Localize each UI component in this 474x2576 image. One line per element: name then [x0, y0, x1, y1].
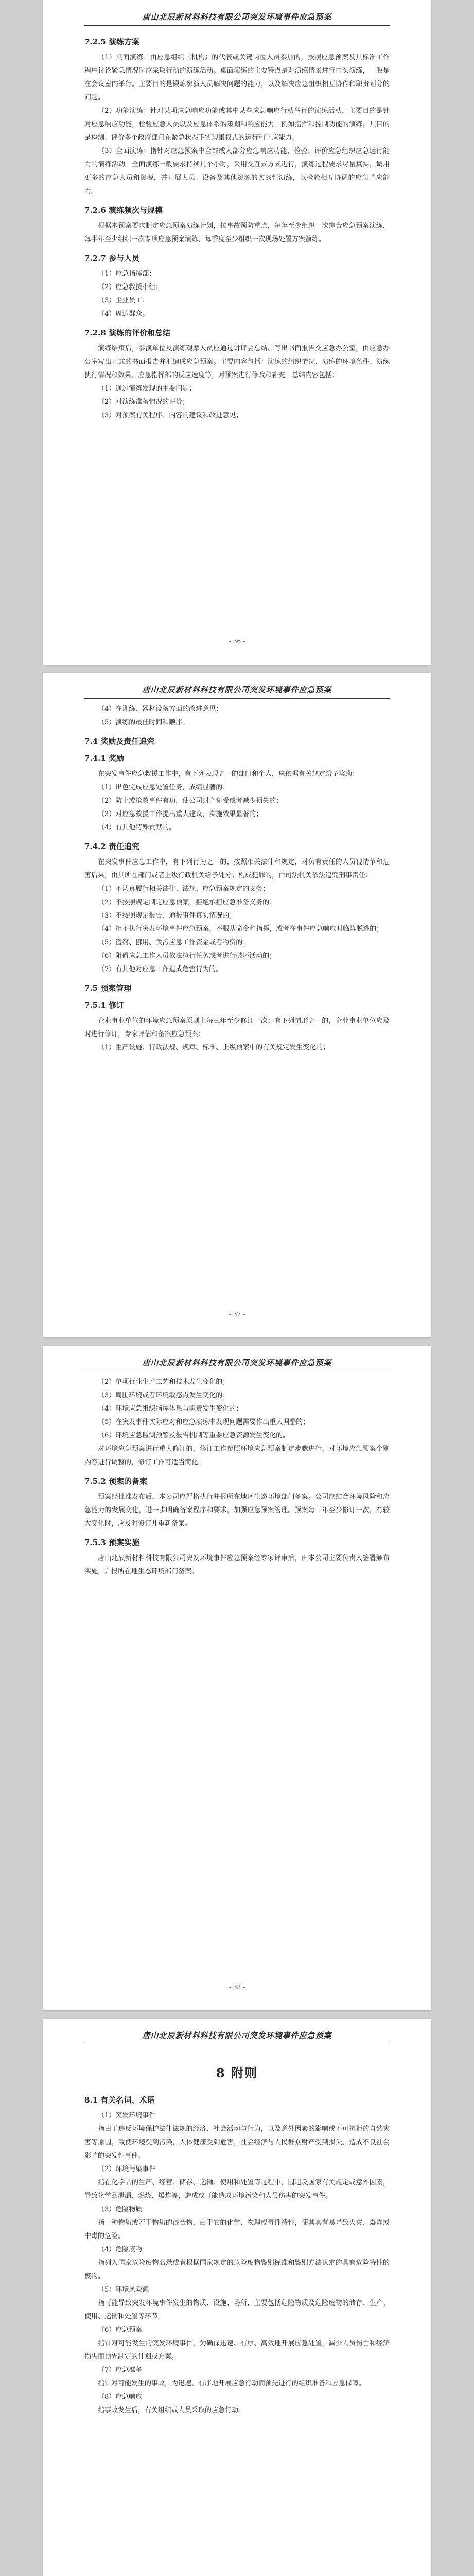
list-item: （3）企业员工； — [98, 297, 149, 304]
list-item: （7）有其他对应急工作造成危害行为的。 — [98, 965, 223, 973]
paragraph: （2）功能演练：针对某项应急响应功能或其中某些应急响应行动举行的演练活动，主要目的是针对应急响应功能，检验应急人员以及应急体系的策划和响应能力。例如指挥和控制功能的演练，其目的是检测、评价多个政府部门在紧急状态下实现集权式的运行和响应能力。 — [84, 107, 390, 142]
section-heading: 8.1 有关名词、术语 — [84, 2095, 155, 2105]
list-item: （1）不认真履行相关法律、法规、应急预案规定的义务； — [98, 885, 270, 893]
paragraph: 指针对可能发生的事故，为迅速、有序地开展应急行动而预先进行的组织准备和应急保障。 — [98, 2380, 366, 2387]
section-heading: 7.5.1 修订 — [84, 1001, 124, 1010]
list-item: （3）对应急救援工作提出重大建议，实施效果显著的； — [98, 810, 263, 818]
list-item: （2）单项行业生产工艺和技术发生变化的； — [98, 1378, 230, 1386]
section-heading: 7.5.3 预案实施 — [84, 1538, 139, 1547]
document-page — [43, 1346, 431, 2010]
list-item: （5）演练的最佳时间和顺序。 — [98, 719, 189, 726]
paragraph: 预案经批准发布后，本公司应严格执行并报所在地区生态环境部门备案。公司应结合环境风险和应急能力的发展变化，进一步明确备案程序和要求，加强应急预案管理。预案每三年至少修订一次，有较大变化时，应及时修订并重新备案。 — [84, 1493, 390, 1528]
list-item: （4）环境应急组织指挥体系与职责发生变化的； — [98, 1405, 243, 1413]
document-page — [43, 2019, 431, 2576]
list-item: （1）出色完成应急处置任务，成绩显著的； — [98, 784, 230, 791]
list-item: （7）应急准备 — [98, 2366, 143, 2374]
section-heading: 7.5 预案管理 — [84, 984, 132, 993]
page-body — [84, 699, 390, 1055]
section-heading: 7.2.5 演练方案 — [84, 37, 139, 46]
list-item: （4）有其他特殊贡献的。 — [98, 824, 176, 832]
paragraph: 在突发事件应急救援工作中，有下列表现之一的部门和个人，应依据有关规定给予奖励： — [98, 770, 359, 778]
page-header: 唐山北辰新材料科技有限公司突发环境事件应急预案 — [84, 673, 390, 699]
section-heading: 7.4 奖励及责任追究 — [84, 737, 155, 746]
section-heading: 7.4.1 奖励 — [84, 754, 124, 763]
page-header: 唐山北辰新材料科技有限公司突发环境事件应急预案 — [84, 1346, 390, 1371]
paragraph: 指一种物质或若干物质的混合物，由于它的化学、物理或毒性特性，使其具有易导致火灾、爆炸或中毒的危险。 — [84, 2219, 390, 2240]
list-item: （8）应急响应 — [98, 2393, 143, 2401]
document-page — [43, 673, 431, 1337]
paragraph: 指列入国家危险废物名录或者根据国家规定的危险废物鉴别标准和鉴别方法认定的具有危险特性的废物。 — [84, 2259, 390, 2280]
document-page — [43, 0, 431, 665]
list-item: （4）拒不执行突发环境事件应急预案，不服从命令和指挥，或者在事件应急响应时临阵脱逃的； — [98, 925, 383, 933]
paragraph: （3）全面演练：指针对应急预案中全部或大部分应急响应功能，检验、评价应急组织应急运行能力的演练活动。全面演练一般要求持续几个小时，采用交互式方式进行，演练过程要求尽量真实，调用更多的应急人员和资源，并开展人员、设备及其他资源的实战性演练，以检验相互协调的应急响应能力。 — [84, 147, 390, 195]
list-item: （1）应急指挥部； — [98, 270, 156, 278]
section-heading: 7.5.2 预案的备案 — [84, 1477, 147, 1486]
paragraph: 根据本预案要求制定应急预案演练计划，按事故预防重点，每年至少组织一次综合应急预案演练，每半年至少组织一次专项应急预案演练，每季度至少组织一次现场处置方案演练。 — [84, 222, 390, 243]
page-body — [84, 26, 390, 422]
section-heading: 7.2.7 参与人员 — [84, 253, 139, 263]
paragraph: 唐山北辰新材料科技有限公司突发环境事件应急预案经专家评审后，由本公司主要负责人签署颁布实施，并报所在地生态环境部门备案。 — [84, 1554, 390, 1575]
list-item: （6）应急预案 — [98, 2326, 143, 2334]
list-item: （4）周边群众。 — [98, 310, 149, 318]
paragraph: 指针对可能发生的突发环境事件，为确保迅速、有序、高效地开展应急处置，减少人员伤亡和经济损失而预先制定的计划或方案。 — [84, 2340, 390, 2361]
paragraph: 企业事业单位的环境应急预案原则上每三年至少修订一次；有下列情形之一的，企业事业单位应及时进行修订，专家评估和备案应急预案： — [84, 1017, 390, 1038]
page-number: - 38 - — [229, 1984, 245, 1991]
chapter-heading: 8 附则 — [216, 2065, 258, 2080]
list-item: （3）危险物质 — [98, 2206, 143, 2213]
list-item: （1）突发环境事件 — [98, 2112, 156, 2120]
page-body — [84, 1371, 390, 1579]
list-item: （3）不按照规定报告、通报事件真实情况的； — [98, 912, 236, 920]
section-heading: 7.2.8 演练的评价和总结 — [84, 328, 170, 337]
list-item: （6）阻碍应急工作人员依法执行任务或者进行破坏活动的； — [98, 952, 276, 960]
list-item: （2）环境污染事件 — [98, 2165, 156, 2173]
paragraph: 对环境应急预案进行重大修订的，修订工作参照环境应急预案制定步骤进行。对环境应急预案个别内容进行调整的，修订工作可适当简化。 — [84, 1445, 390, 1466]
paragraph: 指可能导致突发环境事件发生的物质、设施、场所，主要包括危险物质及危险废物的储存、生产、使用、运输和处置等环节。 — [84, 2299, 390, 2320]
paragraph: 演练结束后，参演单位及演练观摩人员应通过讲评会总结、写出书面报告交应急办公室，由应急办公室写出正式的书面报告并汇编成应急预案。主要内容包括：演练的组织情况、演练的环境条件、演练执行情况和效果、应急指挥部的反应速度等，对预案进行修改和补充。总结内容包括： — [84, 345, 390, 379]
paragraph: （1）桌面演练：由应急组织（机构）的代表或关键岗位人员参加的，按照应急预案及其标准工作程序讨论紧急情况时应采取行动的演练活动。桌面演练的主要特点是对演练情景进行口头演练，一般是在会议室内举行。主要目的是锻炼参演人员解决问题的能力，以及解决应急组织相互协作和职责划分的问题。 — [84, 54, 390, 101]
section-heading: 7.2.6 演练频次与规模 — [84, 206, 163, 215]
list-item: （3）周围环境或者环境敏感点发生变化的； — [98, 1392, 230, 1399]
paragraph: 指在化学品的生产、经营、储存、运输、使用和处置等过程中，因违反国家有关规定或意外因素，导致化学品泄漏、燃烧、爆炸等，造成或可能造成环境污染和人员伤害的突发事件。 — [84, 2179, 390, 2200]
page-header: 唐山北辰新材料科技有限公司突发环境事件应急预案 — [84, 0, 390, 26]
list-item: （4）危险废物 — [98, 2246, 143, 2253]
list-item: （1）通过演练发现的主要问题； — [98, 385, 196, 393]
paragraph: 指事故发生后，有关组织或人员采取的应急行动。 — [98, 2406, 245, 2414]
list-item: （4）在训练、器材设备方面的改进意见； — [98, 705, 223, 713]
list-item: （5）盗窃、挪用、贪污应急工作资金或者物资的； — [98, 939, 250, 946]
section-heading: 7.4.2 责任追究 — [84, 842, 139, 851]
list-item: （3）对预案有关程序、内容的建议和改进意见； — [98, 412, 243, 419]
page-number: - 36 - — [229, 638, 245, 645]
list-item: （2）对演练准备情况的评价； — [98, 398, 189, 406]
list-item: （2）防止或抢救事件有功，使公司财产免受或者减少损失的； — [98, 797, 283, 805]
list-item: （5）环境风险源 — [98, 2286, 149, 2294]
list-item: （1）生产设施、行政法规、规章、标准、上级预案中的有关规定发生变化的； — [98, 1044, 330, 1052]
list-item: （6）环境应急监测预警及报告机制等重要应急资源发生变化的。 — [98, 1432, 290, 1439]
list-item: （2）不按照规定制定应急预案，拒绝承担应急准备义务的； — [98, 899, 276, 906]
paragraph: 在突发事件应急工作中，有下列行为之一的，按照相关法律和规定，对负有责任的人员视情节和危害后果，由其所在部门或者上级行政机关给予处分；构成犯罪的，由司法机关依法追究刑事责任： — [84, 858, 390, 879]
page-body — [84, 2044, 390, 2417]
list-item: （5）在突发事件实际应对和应急演练中发现问题需要作出重大调整的； — [98, 1418, 310, 1426]
page-number: - 37 - — [229, 1311, 245, 1318]
list-item: （2）应急救援小组； — [98, 283, 163, 291]
paragraph: 指由于违反环境保护法律法规的经济、社会活动与行为，以及意外因素的影响或不可抗拒的自然灾害等原因，致使环境受到污染，人体健康受到危害，社会经济与人民群众财产受到损失，造成不良社会影响的突发性事件。 — [84, 2125, 390, 2160]
page-header: 唐山北辰新材料科技有限公司突发环境事件应急预案 — [84, 2019, 390, 2044]
